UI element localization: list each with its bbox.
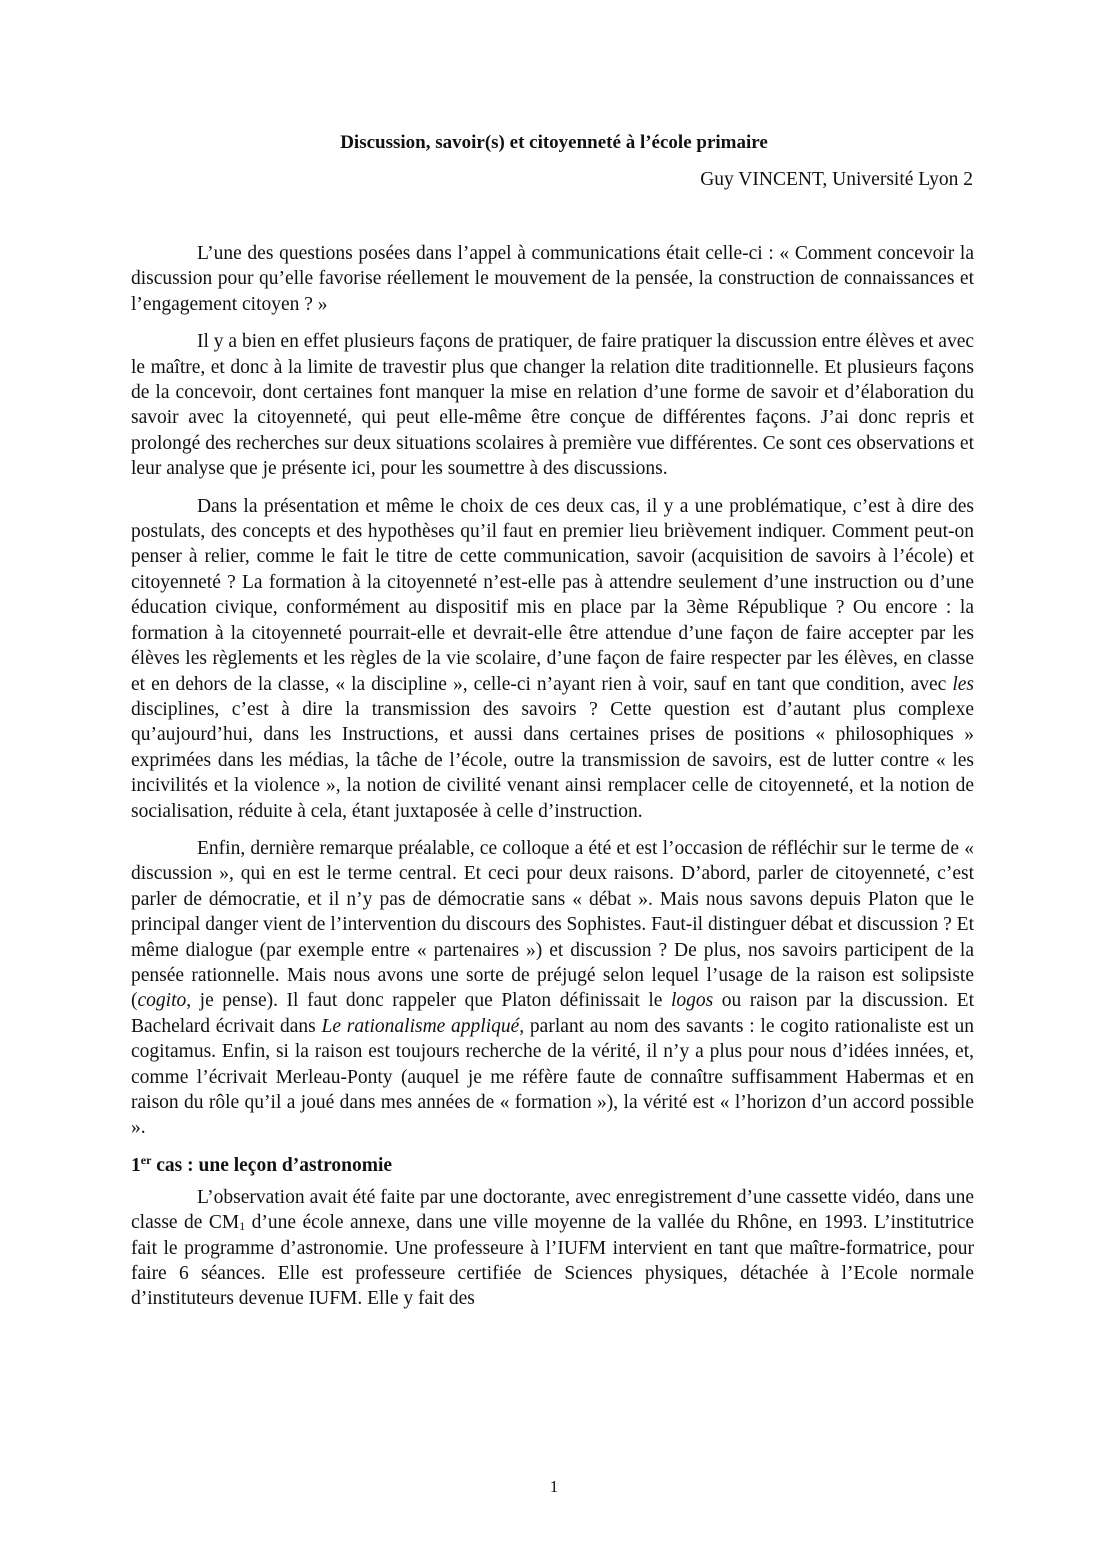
paragraph-4-text-d: parlant au nom des savants : le cogito rationaliste est un cogitamus. Enfin, si la raison est toujours recherche de la vérité, il n’y a plus pour nous d’idées innées, et, comme l’écrivait Merleau-Ponty (auquel je me réfère faute de connaître suffisamment Habermas et en raison du rôle qu’il a joué dans mes années de « formation »), la vérité est « l’horizon d’un accord possible ». [131,1015,975,1139]
paragraph-1: L’une des questions posées dans l’appel à communications était celle-ci : « Comment concevoir la discussion pour qu’elle favorise réellement le mouvement de la pensée, la construction de connaissances et l’engagement citoyen ? » [131,243,974,315]
paragraph-5-text-a: L’observation avait été faite par une doctorante, avec enregistrement d’une cassette vidéo, dans une classe de CM [131,1186,974,1234]
emphasis-book-title: Le rationalisme appliqué, [321,1015,525,1037]
section-heading-text: cas : une leçon d’astronomie [151,1154,393,1176]
paragraph-5-text-b: d’une école annexe, dans une ville moyenne de la vallée du Rhône, en 1993. L’institutrice fait le programme d’astronomie. Une professeure à l’IUFM intervient en tant que maître-formatrice, pour faire 6 séances. Elle est professeure certifiée de Sciences physiques, détachée à l’Ecole normale d’instituteurs devenue IUFM. Elle y fait des [131,1212,975,1310]
paragraph-3-text-a: Dans la présentation et même le choix de ces deux cas, il y a une problématique, c’est à dire des postulats, des concepts et des hypothèses qu’il faut en premier lieu brièvement indiquer. Comment peut-on penser à relier, comme le fait le titre de cette communication, savoir (acquisition de savoirs à l’école) et citoyenneté ? La formation à la citoyenneté n’est-elle pas à attendre seulement d’une instruction ou d’une éducation civique, conformément au dispositif mis en place par la 3ème République ? Ou encore : la formation à la citoyenneté pourrait-elle et devrait-elle être attendue d’une façon de faire accepter par les élèves les règlements et les règles de la vie scolaire, d’une façon de faire respecter par les élèves, en classe et en dehors de la classe, « la discipline », celle-ci n’ayant rien à voir, sauf en tant que condition, avec [131,495,974,695]
emphasis-cogito: cogito [137,990,187,1012]
paragraph-2: Il y a bien en effet plusieurs façons de pratiquer, de faire pratiquer la discussion entre élèves et avec le maître, et donc à la limite de travestir plus que changer la relation dite traditionnelle. Et plusieurs façons de la concevoir, dont certaines font manquer la mise en relation d’une forme de savoir et d’élaboration du savoir avec la citoyenneté, qui peut elle-même être conçue de différentes façons. J’ai donc repris et prolongé des recherches sur deux situations scolaires à première vue différentes. Ce sont ces observations et leur analyse que je présente ici, pour les soumettre à des discussions. [131,331,974,480]
section-heading [131,1153,974,1178]
section-number: 1 [131,1154,141,1176]
emphasis-logos: logos [670,990,714,1012]
document-body [131,241,974,1324]
document-title: Discussion, savoir(s) et citoyenneté à l’école primaire [340,132,768,153]
paragraph-4-text-b: , je pense). Il faut donc rappeler que Platon définissait le [186,990,671,1012]
paragraph-5 [131,1185,974,1312]
paragraph-4-text-a: Enfin, dernière remarque préalable, ce colloque a été et est l’occasion de réfléchir sur le terme de « discussion », qui en est le terme central. Et ceci pour deux raisons. D’abord, parler de citoyenneté, c’est parler de démocratie, et il n’y pas de démocratie sans « débat ». Mais nous savons depuis Platon que le principal danger vient de l’intervention du discours des Sophistes. Faut-il distinguer débat et discussion ? Et même dialogue (par exemple entre « partenaires ») et discussion ? De plus, nos savoirs participent de la pensée rationnelle. Mais nous avons une sorte de préjugé selon lequel l’usage de la raison est solipsiste ( [131,837,974,1012]
paragraph-4 [131,836,974,1141]
author-line: Guy VINCENT, Université Lyon 2 [700,169,973,190]
section-number-superscript: er [140,1152,152,1167]
page-number: 1 [549,1477,559,1496]
paragraph-3-text-b: disciplines, c’est à dire la transmission des savoirs ? Cette question est d’autant plus complexe qu’aujourd’hui, dans les Instructions, et aussi dans certaines prises de positions « philosophiques » exprimées dans les médias, la tâche de l’école, outre la transmission de savoirs, est de lutter contre « les incivilités et la violence », la notion de civilité venant ainsi remplacer celle de citoyenneté, et la notion de socialisation, réduite à cela, étant juxtaposée à celle d’instruction. [131,698,974,822]
emphasis-les: les [952,673,974,695]
subscript-cm-level: 1 [239,1219,246,1234]
paragraph-3 [131,494,974,824]
paragraph-4-text-c: ou raison par la discussion. Et Bachelard écrivait dans [131,990,974,1037]
